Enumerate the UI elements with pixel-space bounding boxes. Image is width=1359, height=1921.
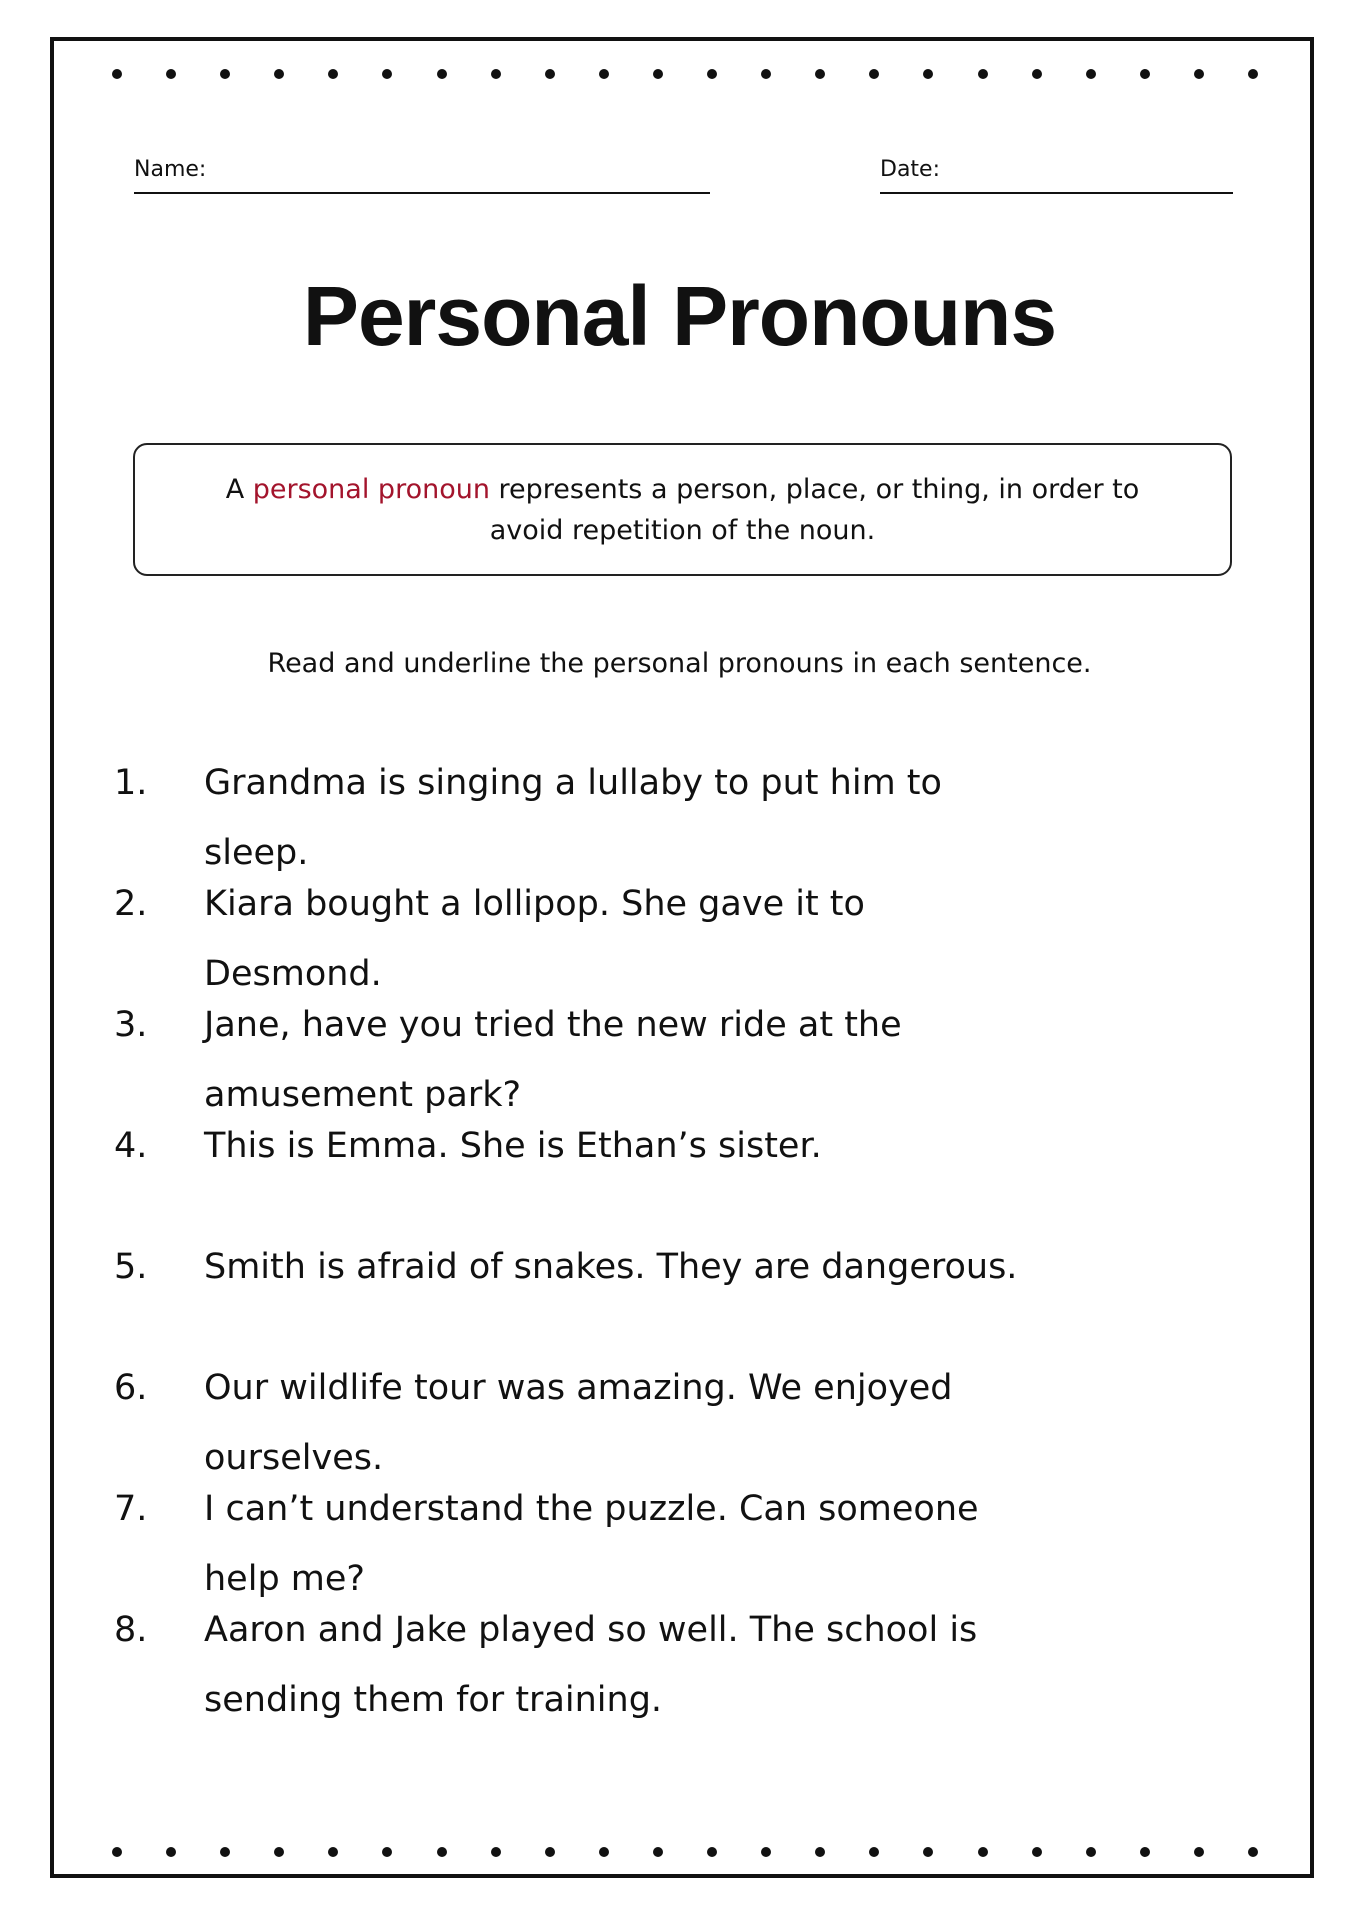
question-text: Kiara bought a lollipop. She gave it to Desmond. xyxy=(204,884,865,994)
dot xyxy=(653,1847,663,1857)
definition-suffix: represents a person, place, or thing, in order to avoid repetition of the noun. xyxy=(489,473,1140,546)
question-number: 7. xyxy=(114,1489,148,1529)
dot xyxy=(166,69,176,79)
dot xyxy=(869,69,879,79)
dot xyxy=(112,1847,122,1857)
dot xyxy=(220,1847,230,1857)
dot xyxy=(491,69,501,79)
top-dot-border xyxy=(112,68,1258,80)
question-number: 6. xyxy=(114,1368,148,1408)
dot xyxy=(923,1847,933,1857)
dot xyxy=(545,1847,555,1857)
question-item xyxy=(114,748,1214,888)
dot xyxy=(707,69,717,79)
dot xyxy=(382,69,392,79)
question-item xyxy=(114,1353,1214,1493)
question-number: 8. xyxy=(114,1610,148,1650)
dot xyxy=(707,1847,717,1857)
dot xyxy=(1140,1847,1150,1857)
dot xyxy=(220,69,230,79)
name-label: Name: xyxy=(134,157,207,182)
dot xyxy=(1194,69,1204,79)
dot xyxy=(761,1847,771,1857)
question-number: 5. xyxy=(114,1247,148,1287)
question-item xyxy=(114,1232,1214,1302)
dot xyxy=(599,1847,609,1857)
question-text: I can’t understand the puzzle. Can someone help me? xyxy=(204,1489,979,1599)
definition-text xyxy=(225,469,1140,551)
dot xyxy=(1248,69,1258,79)
dot xyxy=(1086,69,1096,79)
dot xyxy=(274,1847,284,1857)
dot xyxy=(923,69,933,79)
definition-prefix: A xyxy=(225,473,253,505)
question-item xyxy=(114,869,1214,1009)
definition-box xyxy=(133,443,1232,576)
dot xyxy=(112,69,122,79)
question-item xyxy=(114,1111,1214,1181)
dot xyxy=(978,69,988,79)
question-text: Jane, have you tried the new ride at the amusement park? xyxy=(204,1005,902,1115)
instruction-text: Read and underline the personal pronouns in each sentence. xyxy=(267,648,1092,679)
dot xyxy=(978,1847,988,1857)
dot xyxy=(1032,69,1042,79)
date-label: Date: xyxy=(880,157,940,182)
dot xyxy=(274,69,284,79)
dot xyxy=(1086,1847,1096,1857)
dot xyxy=(437,1847,447,1857)
question-item xyxy=(114,1474,1214,1614)
date-field-line[interactable] xyxy=(880,192,1233,194)
bottom-dot-border xyxy=(112,1846,1258,1858)
dot xyxy=(599,69,609,79)
question-text: Our wildlife tour was amazing. We enjoyed ourselves. xyxy=(204,1368,953,1478)
dot xyxy=(437,69,447,79)
question-text: This is Emma. She is Ethan’s sister. xyxy=(204,1126,822,1166)
dot xyxy=(328,1847,338,1857)
dot xyxy=(815,1847,825,1857)
page-title: Personal Pronouns xyxy=(302,269,1057,363)
question-number: 2. xyxy=(114,884,148,924)
dot xyxy=(1194,1847,1204,1857)
dot xyxy=(653,69,663,79)
question-item xyxy=(114,990,1214,1130)
dot xyxy=(328,69,338,79)
dot xyxy=(491,1847,501,1857)
dot xyxy=(545,69,555,79)
dot xyxy=(761,69,771,79)
definition-term: personal pronoun xyxy=(252,473,490,505)
question-text: Smith is afraid of snakes. They are dangerous. xyxy=(204,1247,1018,1287)
question-text: Grandma is singing a lullaby to put him to sleep. xyxy=(204,763,942,873)
dot xyxy=(815,69,825,79)
dot xyxy=(382,1847,392,1857)
name-field-line[interactable] xyxy=(134,192,710,194)
dot xyxy=(1032,1847,1042,1857)
question-number: 4. xyxy=(114,1126,148,1166)
dot xyxy=(1248,1847,1258,1857)
question-number: 1. xyxy=(114,763,148,803)
question-text: Aaron and Jake played so well. The school is sending them for training. xyxy=(204,1610,978,1720)
question-item xyxy=(114,1595,1214,1735)
dot xyxy=(869,1847,879,1857)
dot xyxy=(1140,69,1150,79)
question-number: 3. xyxy=(114,1005,148,1045)
dot xyxy=(166,1847,176,1857)
